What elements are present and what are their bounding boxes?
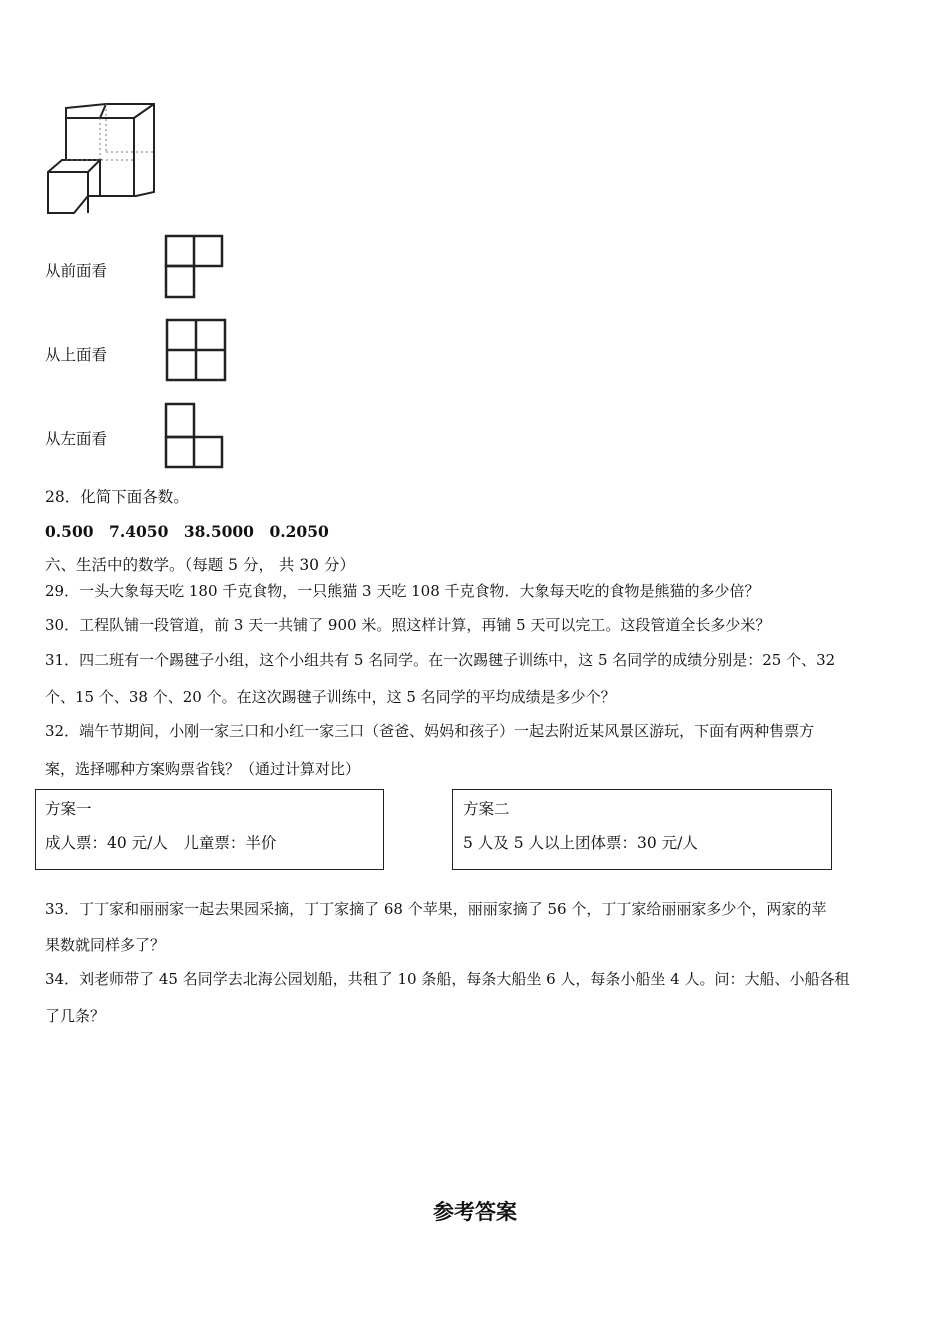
top-view-grid bbox=[165, 318, 227, 382]
plan-1-box bbox=[35, 789, 384, 870]
question-28-numbers: 0.500 7.4050 38.5000 0.2050 bbox=[45, 522, 329, 541]
cube-solid-figure bbox=[44, 100, 164, 220]
view-label-left: 从左面看 bbox=[45, 430, 108, 448]
plan-2-box bbox=[452, 789, 832, 870]
plan-2-detail: 5 人及 5 人以上团体票：30 元/人 bbox=[463, 834, 698, 852]
question-32-line-2: 案，选择哪种方案购票省钱？（通过计算对比） bbox=[45, 760, 361, 778]
question-31-line-1: 31．四二班有一个踢毽子小组，这个小组共有 5 名同学。在一次踢毽子训练中，这 5 名同学的成绩分别是：25 个、32 bbox=[45, 651, 836, 669]
plan-1-detail: 成人票：40 元/人 儿童票：半价 bbox=[45, 834, 277, 852]
front-view-grid bbox=[165, 235, 225, 299]
question-34-line-1: 34．刘老师带了 45 名同学去北海公园划船，共租了 10 条船，每条大船坐 6 人，每条小船坐 4 人。问：大船、小船各租 bbox=[45, 970, 850, 988]
plan-1-title: 方案一 bbox=[45, 800, 92, 818]
question-30: 30．工程队铺一段管道，前 3 天一共铺了 900 米。照这样计算，再铺 5 天可以完工。这段管道全长多少米？ bbox=[45, 616, 771, 634]
section-6-heading: 六、生活中的数学。（每题 5 分， 共 30 分） bbox=[45, 556, 355, 574]
question-33-line-1: 33．丁丁家和丽丽家一起去果园采摘，丁丁家摘了 68 个苹果，丽丽家摘了 56 个，丁丁家给丽丽家多少个，两家的苹 bbox=[45, 900, 827, 918]
question-34-line-2: 了几条？ bbox=[45, 1007, 106, 1025]
plan-2-title: 方案二 bbox=[463, 800, 510, 818]
view-label-top: 从上面看 bbox=[45, 346, 108, 364]
question-32-line-1: 32．端午节期间，小刚一家三口和小红一家三口（爸爸、妈妈和孩子）一起去附近某风景区游玩，下面有两种售票方 bbox=[45, 722, 815, 740]
view-label-front: 从前面看 bbox=[45, 262, 108, 280]
question-29: 29．一头大象每天吃 180 千克食物，一只熊猫 3 天吃 108 千克食物．大象每天吃的食物是熊猫的多少倍？ bbox=[45, 582, 760, 600]
left-view-grid bbox=[165, 403, 225, 469]
question-28-title: 28．化简下面各数。 bbox=[45, 488, 189, 506]
question-33-line-2: 果数就同样多了？ bbox=[45, 936, 166, 954]
question-31-line-2: 个、15 个、38 个、20 个。在这次踢毽子训练中，这 5 名同学的平均成绩是多少个？ bbox=[45, 688, 616, 706]
answer-section-title: 参考答案 bbox=[433, 1199, 517, 1224]
